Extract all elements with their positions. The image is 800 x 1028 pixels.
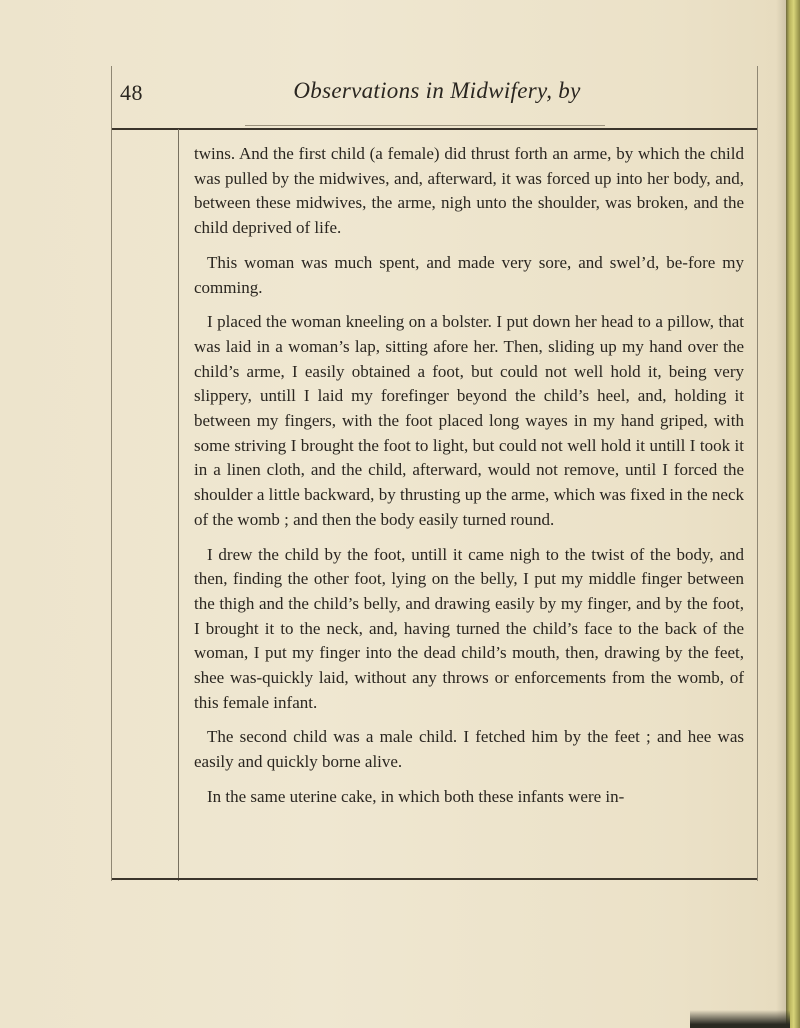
running-title: Observations in Midwifery, by xyxy=(293,78,581,103)
scan-bottom-mark xyxy=(690,1010,790,1028)
paragraph: twins. And the first child (a female) did thrust forth an arme, by which the child was pulled by the midwives, and, afterward, it was forced up into her body, and, between these midwives, the arme, nigh unto the shoulder, was broken, and the child deprived of life. xyxy=(194,144,744,238)
left-frame-rule xyxy=(111,66,112,881)
page-number: 48 xyxy=(120,80,143,105)
page-edge-shadow xyxy=(776,0,786,1028)
paragraph: This woman was much spent, and made very sore, and swel’d, be-fore my comming. xyxy=(194,252,744,297)
header-thin-rule xyxy=(245,125,605,126)
paragraph: I drew the child by the foot, untill it came nigh to the twist of the body, and then, finding the other foot, lying on the belly, I put my middle finger between the thigh and the child’s belly, and drawing easily by my finger, and by the foot, I brought it to the neck, and, having turned the child’s face to the back of the woman, I put my finger into the dead child’s mouth, then, drawing by the feet, shee was-quickly laid, without any throws or enforcements from the womb, of this female infant. xyxy=(194,544,744,712)
paragraph: In the same uterine cake, in which both these infants were in- xyxy=(207,786,625,806)
bottom-rule xyxy=(112,878,757,880)
paragraph: The second child was a male child. I fetched him by the feet ; and hee was easily and quickly borne alive. xyxy=(194,727,744,772)
body-text xyxy=(194,142,744,810)
paragraph: I placed the woman kneeling on a bolster. I put down her head to a pillow, that was laid in a woman’s lap, sitting afore her. Then, sliding up my hand over the child’s arme, I easily obtained a foot, but could not well hold it, being very slippery, untill I laid my forefinger beyond the child’s heel, and, holding it between my fingers, with the foot placed long wayes in my hand griped, with some striving I brought the foot to light, but could not well hold it untill I took it in a linen cloth, and the child, afterward, would not remove, until I forced the shoulder a little backward, by thrusting up the arme, which was fixed in the neck of the womb ; and then the body easily turned round. xyxy=(194,312,744,529)
header-rule xyxy=(112,128,757,130)
running-head xyxy=(112,66,762,116)
margin-column-rule xyxy=(178,129,179,881)
right-frame-rule xyxy=(757,66,758,881)
binding-edge xyxy=(786,0,800,1028)
